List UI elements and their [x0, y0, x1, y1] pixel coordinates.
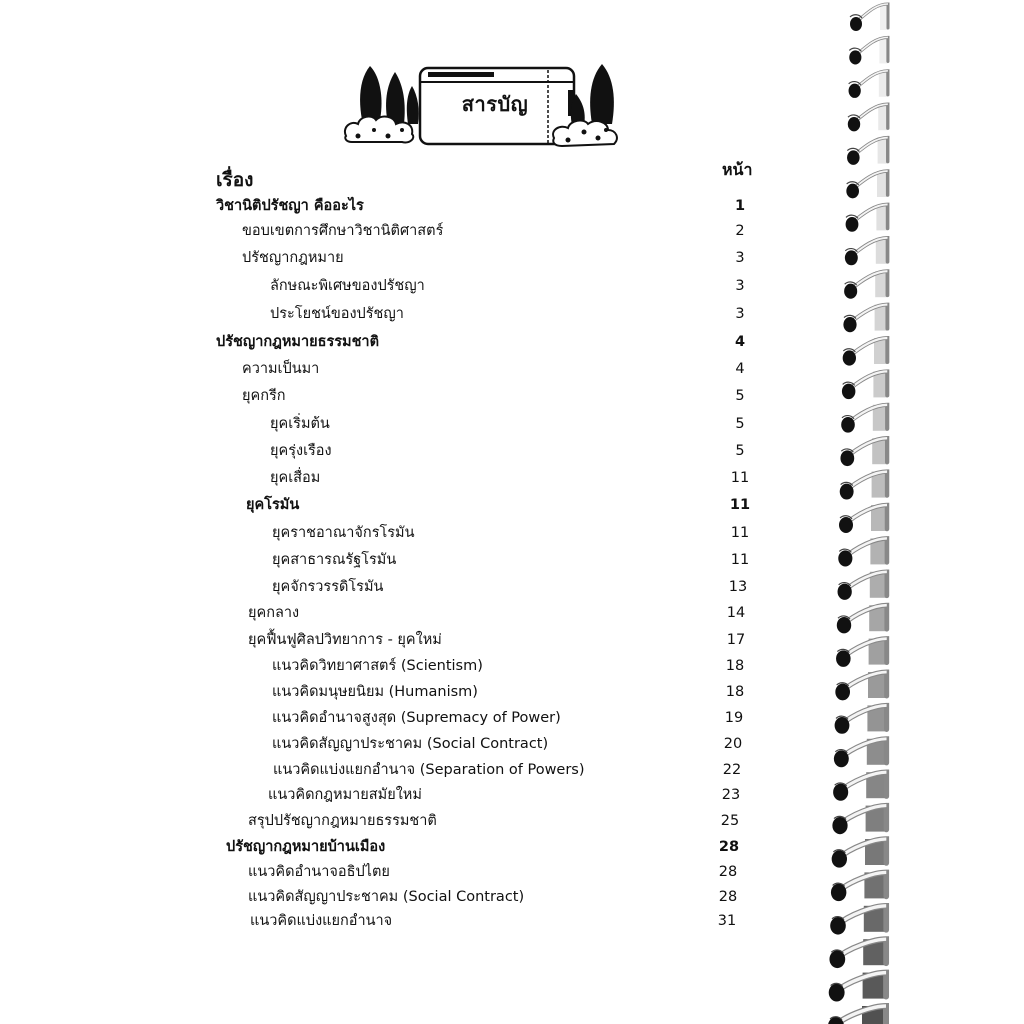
toc-entry-page: 31 [717, 913, 737, 929]
toc-entry-page: 5 [735, 388, 745, 404]
toc-entry-title: ยุครุ่งเรือง [270, 443, 332, 459]
toc-entry-title: ยุคกรีก [242, 388, 286, 404]
toc-entry-title: ยุคเริ่มต้น [270, 416, 330, 432]
toc-entry-title: ปรัชญากฎหมายธรรมชาติ [216, 334, 379, 350]
toc-entry-title: ยุคเสื่อม [270, 470, 321, 486]
toc-entry-title: ยุคกลาง [248, 605, 300, 621]
toc-entry-page: 2 [735, 223, 745, 239]
toc-entry-page: 1 [734, 198, 746, 214]
toc-entry[interactable] [0, 220, 780, 242]
toc-entry[interactable] [0, 707, 780, 729]
toc-entry-title: ลักษณะพิเศษของปรัชญา [270, 278, 425, 294]
toc-entry[interactable] [0, 522, 780, 544]
toc-entry-page: 14 [726, 605, 746, 621]
toc-entry-title: แนวคิดแบ่งแยกอำนาจ (Separation of Powers) [273, 762, 585, 778]
toc-entry[interactable] [0, 303, 780, 325]
toc-entry-title: ยุคสาธารณรัฐโรมัน [272, 552, 397, 568]
toc-entry[interactable] [0, 629, 780, 651]
toc-page-heading: หน้า [722, 160, 753, 179]
toc-entry[interactable] [0, 733, 780, 755]
toc-entry[interactable] [0, 602, 780, 624]
toc-entry-page: 3 [735, 250, 745, 266]
toc-entry[interactable] [0, 759, 780, 781]
toc-entry[interactable] [0, 358, 780, 380]
toc-entry-page: 18 [725, 658, 745, 674]
toc-entry-page: 20 [723, 736, 743, 752]
toc-entry-page: 3 [735, 278, 745, 294]
toc-entry-page: 11 [730, 552, 750, 568]
toc-entry-page: 3 [735, 306, 745, 322]
toc-entry-title: ยุคจักรวรรดิโรมัน [272, 579, 384, 595]
toc-entry-page: 13 [728, 579, 748, 595]
toc-entry[interactable] [0, 576, 780, 598]
toc-entry-title: แนวคิดสัญญาประชาคม (Social Contract) [248, 889, 525, 905]
toc-entry-page: 22 [722, 762, 742, 778]
toc-entry-title: แนวคิดวิทยาศาสตร์ (Scientism) [272, 658, 483, 674]
toc-entry[interactable] [0, 836, 780, 858]
toc-entry-title: ยุคโรมัน [246, 497, 300, 513]
toc-entry-title: แนวคิดอำนาจสูงสุด (Supremacy of Power) [272, 710, 561, 726]
toc-entry-title: วิชานิติปรัชญา คืออะไร [216, 198, 364, 214]
toc-entry-title: ปรัชญากฎหมาย [242, 250, 344, 266]
toc-entry[interactable] [0, 655, 780, 677]
toc-entry[interactable] [0, 275, 780, 297]
toc-entry-page: 11 [730, 470, 750, 486]
toc-entry[interactable] [0, 861, 780, 883]
toc-entry-page: 5 [735, 443, 745, 459]
toc-entry-title: ยุคฟื้นฟูศิลปวิทยาการ - ยุคใหม่ [248, 632, 442, 648]
toc-entry-page: 28 [718, 864, 738, 880]
toc-entry-page: 28 [718, 839, 740, 855]
spiral-coil-icon [826, 0, 896, 1024]
toc-entry[interactable] [0, 413, 780, 435]
toc-entry-title: ประโยชน์ของปรัชญา [270, 306, 404, 322]
toc-entry-title: แนวคิดมนุษยนิยม (Humanism) [272, 684, 478, 700]
toc-entry[interactable] [0, 784, 780, 806]
toc-entry-page: 11 [730, 525, 750, 541]
toc-entry-title: แนวคิดสัญญาประชาคม (Social Contract) [272, 736, 549, 752]
toc-entry-page: 25 [720, 813, 740, 829]
toc-entry-title: แนวคิดแบ่งแยกอำนาจ [250, 913, 393, 929]
toc-entry[interactable] [0, 886, 780, 908]
toc-entry[interactable] [0, 494, 780, 516]
toc-entry-title: สรุปปรัชญากฎหมายธรรมชาติ [248, 813, 437, 829]
toc-entry-title: ปรัชญากฎหมายบ้านเมือง [226, 839, 386, 855]
toc-entry-title: ขอบเขตการศึกษาวิชานิติศาสตร์ [242, 223, 444, 239]
toc-topic-heading: เรื่อง [216, 169, 254, 191]
toc-entry-title: ความเป็นมา [242, 361, 320, 377]
toc-entry[interactable] [0, 440, 780, 462]
toc-entry-page: 11 [729, 497, 751, 513]
toc-entry-page: 19 [724, 710, 744, 726]
header-banner-illustration [340, 58, 625, 150]
page-title: สารบัญ [461, 92, 529, 116]
toc-entry-page: 4 [735, 361, 745, 377]
toc-entry-title: แนวคิดอำนาจอธิปไตย [248, 864, 390, 880]
toc-entry-page: 4 [734, 334, 746, 350]
toc-entry-title: แนวคิดกฎหมายสมัยใหม่ [268, 787, 422, 803]
toc-entry[interactable] [0, 247, 780, 269]
toc-entry-page: 17 [726, 632, 746, 648]
toc-entry[interactable] [0, 331, 780, 353]
toc-entry[interactable] [0, 810, 780, 832]
toc-entry[interactable] [0, 467, 780, 489]
toc-entry-title: ยุคราชอาณาจักรโรมัน [272, 525, 415, 541]
toc-entry[interactable] [0, 195, 780, 217]
toc-entry[interactable] [0, 549, 780, 571]
toc-entry[interactable] [0, 681, 780, 703]
toc-entry[interactable] [0, 910, 780, 932]
spiral-binding [826, 0, 896, 1024]
toc-entry-page: 5 [735, 416, 745, 432]
toc-entry-page: 18 [725, 684, 745, 700]
toc-entry-page: 28 [718, 889, 738, 905]
toc-entry[interactable] [0, 385, 780, 407]
toc-entry-page: 23 [721, 787, 741, 803]
